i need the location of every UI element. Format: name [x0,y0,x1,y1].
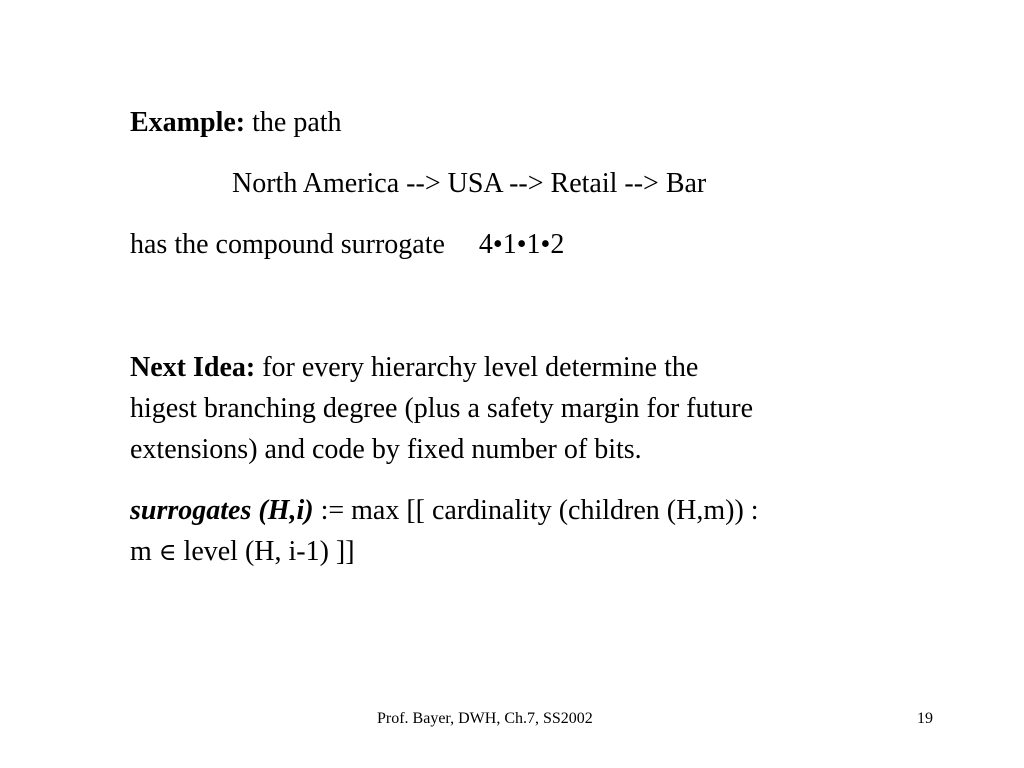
next-idea-line-1 [130,347,698,388]
example-text: the path [245,107,342,138]
next-idea-text-1: for every hierarchy level determine the [255,352,699,383]
path-line: North America --> USA --> Retail --> Bar [232,168,707,199]
next-idea-line-2: higest branching degree (plus a safety margin for future [130,393,754,424]
definition-text-2: level (H, i-1) ]] [176,536,355,567]
next-idea-line-3: extensions) and code by fixed number of bits. [130,434,642,465]
definition-line-1 [130,490,759,531]
surrogate-text: has the compound surrogate [130,229,445,260]
definition-term: surrogates (H,i) [130,495,314,526]
page-number: 19 [917,710,933,727]
element-of-symbol: ∈ [158,538,177,566]
next-idea-label: Next Idea: [130,352,256,383]
surrogate-line [130,224,564,265]
definition-line-2 [130,531,355,573]
example-line [130,102,342,143]
definition-text-1: := max [[ cardinality (children (H,m)) : [313,495,759,526]
example-label: Example: [130,107,246,138]
surrogate-value: 4•1•1•2 [478,229,565,260]
definition-m: m [130,536,159,567]
footer-credit: Prof. Bayer, DWH, Ch.7, SS2002 [377,710,593,727]
